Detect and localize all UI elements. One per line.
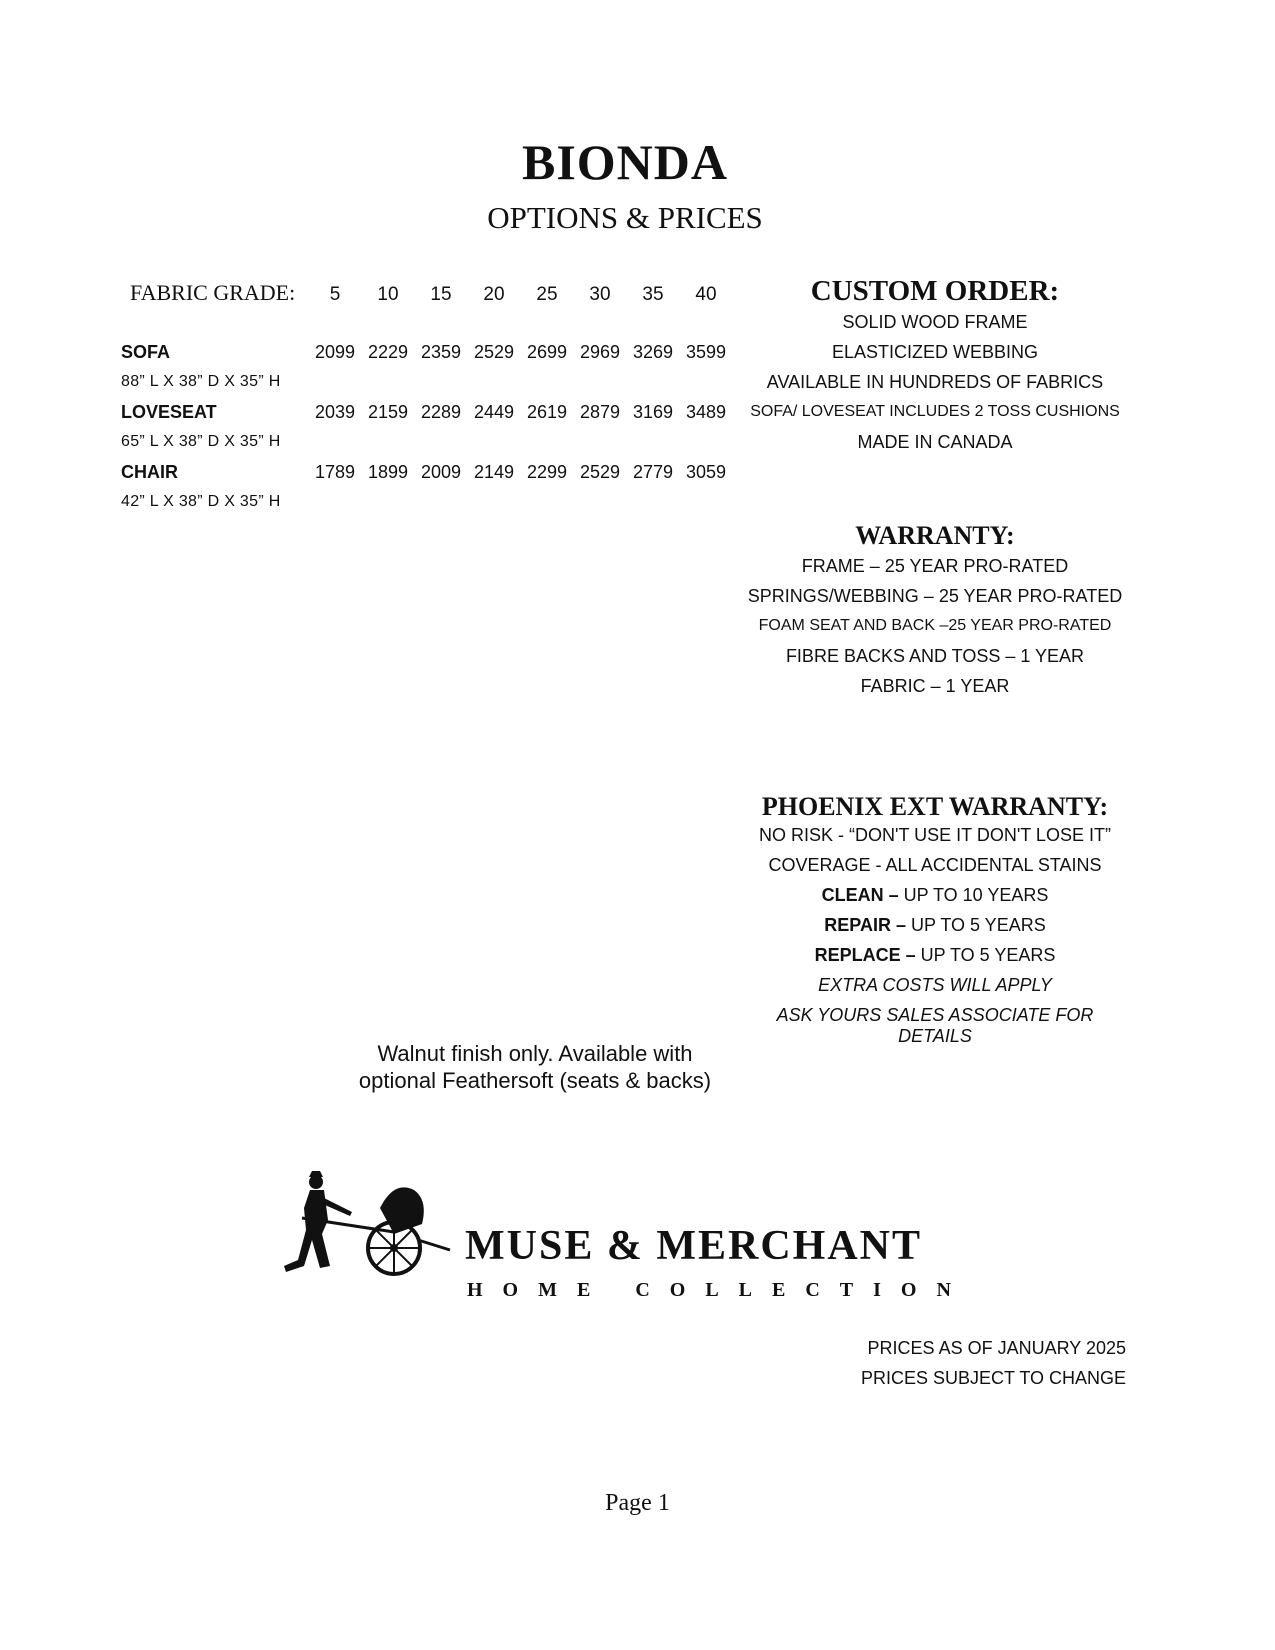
custom-order-line: ELASTICIZED WEBBING	[831, 342, 1039, 362]
repair-value: UP TO 5 YEARS	[910, 915, 1046, 935]
page-subtitle: OPTIONS & PRICES	[487, 200, 763, 235]
warranty-line: FRAME – 25 YEAR PRO-RATED	[801, 556, 1069, 576]
price-cell: 2009	[420, 462, 462, 482]
price-cell: 2299	[526, 462, 568, 482]
price-cell: 3169	[632, 402, 674, 422]
grade-header: 15	[430, 284, 452, 305]
finish-note-line: optional Feathersoft (seats & backs)	[358, 1068, 712, 1093]
product-name-sofa: SOFA	[121, 342, 171, 362]
warranty-line: SPRINGS/WEBBING – 25 YEAR PRO-RATED	[747, 586, 1123, 606]
replace-label: REPLACE –	[814, 945, 916, 965]
custom-order-heading: CUSTOM ORDER:	[810, 275, 1060, 307]
price-cell: 2779	[632, 462, 674, 482]
price-cell: 2229	[367, 342, 409, 362]
product-dims-chair: 42” L X 38” D X 35” H	[121, 493, 281, 510]
product-name-chair: CHAIR	[121, 462, 178, 482]
price-cell: 2619	[526, 402, 568, 422]
custom-order-line: AVAILABLE IN HUNDREDS OF FABRICS	[766, 372, 1104, 392]
warranty-heading: WARRANTY:	[855, 521, 1015, 550]
price-cell: 2879	[579, 402, 621, 422]
finish-note-line: Walnut finish only. Available with	[377, 1041, 693, 1066]
repair-label: REPAIR –	[824, 915, 906, 935]
product-dims-sofa: 88” L X 38” D X 35” H	[121, 373, 281, 390]
phoenix-repair-line	[740, 915, 1130, 936]
grade-header: 25	[536, 284, 558, 305]
grade-header: 5	[329, 284, 341, 305]
phoenix-heading: PHOENIX EXT WARRANTY:	[761, 792, 1109, 821]
logo-wordmark: MUSE & MERCHANT	[465, 1223, 922, 1269]
price-cell: 2529	[579, 462, 621, 482]
price-cell: 2039	[314, 402, 356, 422]
grade-header: 10	[377, 284, 399, 305]
grade-header: 40	[695, 284, 717, 305]
warranty-line: FIBRE BACKS AND TOSS – 1 YEAR	[785, 646, 1085, 666]
custom-order-line: MADE IN CANADA	[857, 432, 1013, 452]
product-name-loveseat: LOVESEAT	[121, 402, 217, 422]
price-cell: 2099	[314, 342, 356, 362]
clean-label: CLEAN –	[821, 885, 899, 905]
price-cell: 2159	[367, 402, 409, 422]
price-cell: 2969	[579, 342, 621, 362]
replace-value: UP TO 5 YEARS	[920, 945, 1056, 965]
product-dims-loveseat: 65” L X 38” D X 35” H	[121, 433, 281, 450]
price-cell: 1789	[314, 462, 356, 482]
page-number: Page 1	[605, 1490, 670, 1516]
price-cell: 2529	[473, 342, 515, 362]
fabric-grade-label: FABRIC GRADE:	[130, 280, 296, 305]
grade-header: 20	[483, 284, 505, 305]
warranty-line: FOAM SEAT AND BACK –25 YEAR PRO-RATED	[758, 617, 1112, 634]
price-cell: 1899	[367, 462, 409, 482]
price-cell: 2289	[420, 402, 462, 422]
page-title: BIONDA	[521, 134, 729, 190]
grade-header: 35	[642, 284, 664, 305]
price-cell: 2449	[473, 402, 515, 422]
phoenix-line: COVERAGE - ALL ACCIDENTAL STAINS	[768, 855, 1102, 875]
price-cell: 2149	[473, 462, 515, 482]
price-cell: 2699	[526, 342, 568, 362]
phoenix-line: NO RISK - “DON'T USE IT DON'T LOSE IT”	[759, 825, 1111, 845]
phoenix-clean-line	[740, 885, 1130, 906]
grade-header: 30	[589, 284, 611, 305]
finish-note	[310, 1040, 760, 1094]
warranty-line: FABRIC – 1 YEAR	[860, 676, 1010, 696]
custom-order-line: SOLID WOOD FRAME	[842, 312, 1028, 332]
phoenix-replace-line	[740, 945, 1130, 966]
clean-value: UP TO 10 YEARS	[903, 885, 1049, 905]
prices-date: PRICES AS OF JANUARY 2025	[867, 1338, 1126, 1358]
logo-tagline: HOME COLLECTION	[467, 1279, 971, 1301]
phoenix-ask: ASK YOURS SALES ASSOCIATE FOR DETAILS	[776, 1005, 1094, 1046]
custom-order-line: SOFA/ LOVESEAT INCLUDES 2 TOSS CUSHIONS	[750, 403, 1120, 420]
phoenix-extra: EXTRA COSTS WILL APPLY	[818, 975, 1052, 995]
price-cell: 3489	[685, 402, 727, 422]
price-cell: 3599	[685, 342, 727, 362]
price-cell: 2359	[420, 342, 462, 362]
price-cell: 3059	[685, 462, 727, 482]
price-cell: 3269	[632, 342, 674, 362]
prices-change: PRICES SUBJECT TO CHANGE	[860, 1368, 1126, 1388]
rickshaw-logo-icon	[282, 1168, 452, 1288]
